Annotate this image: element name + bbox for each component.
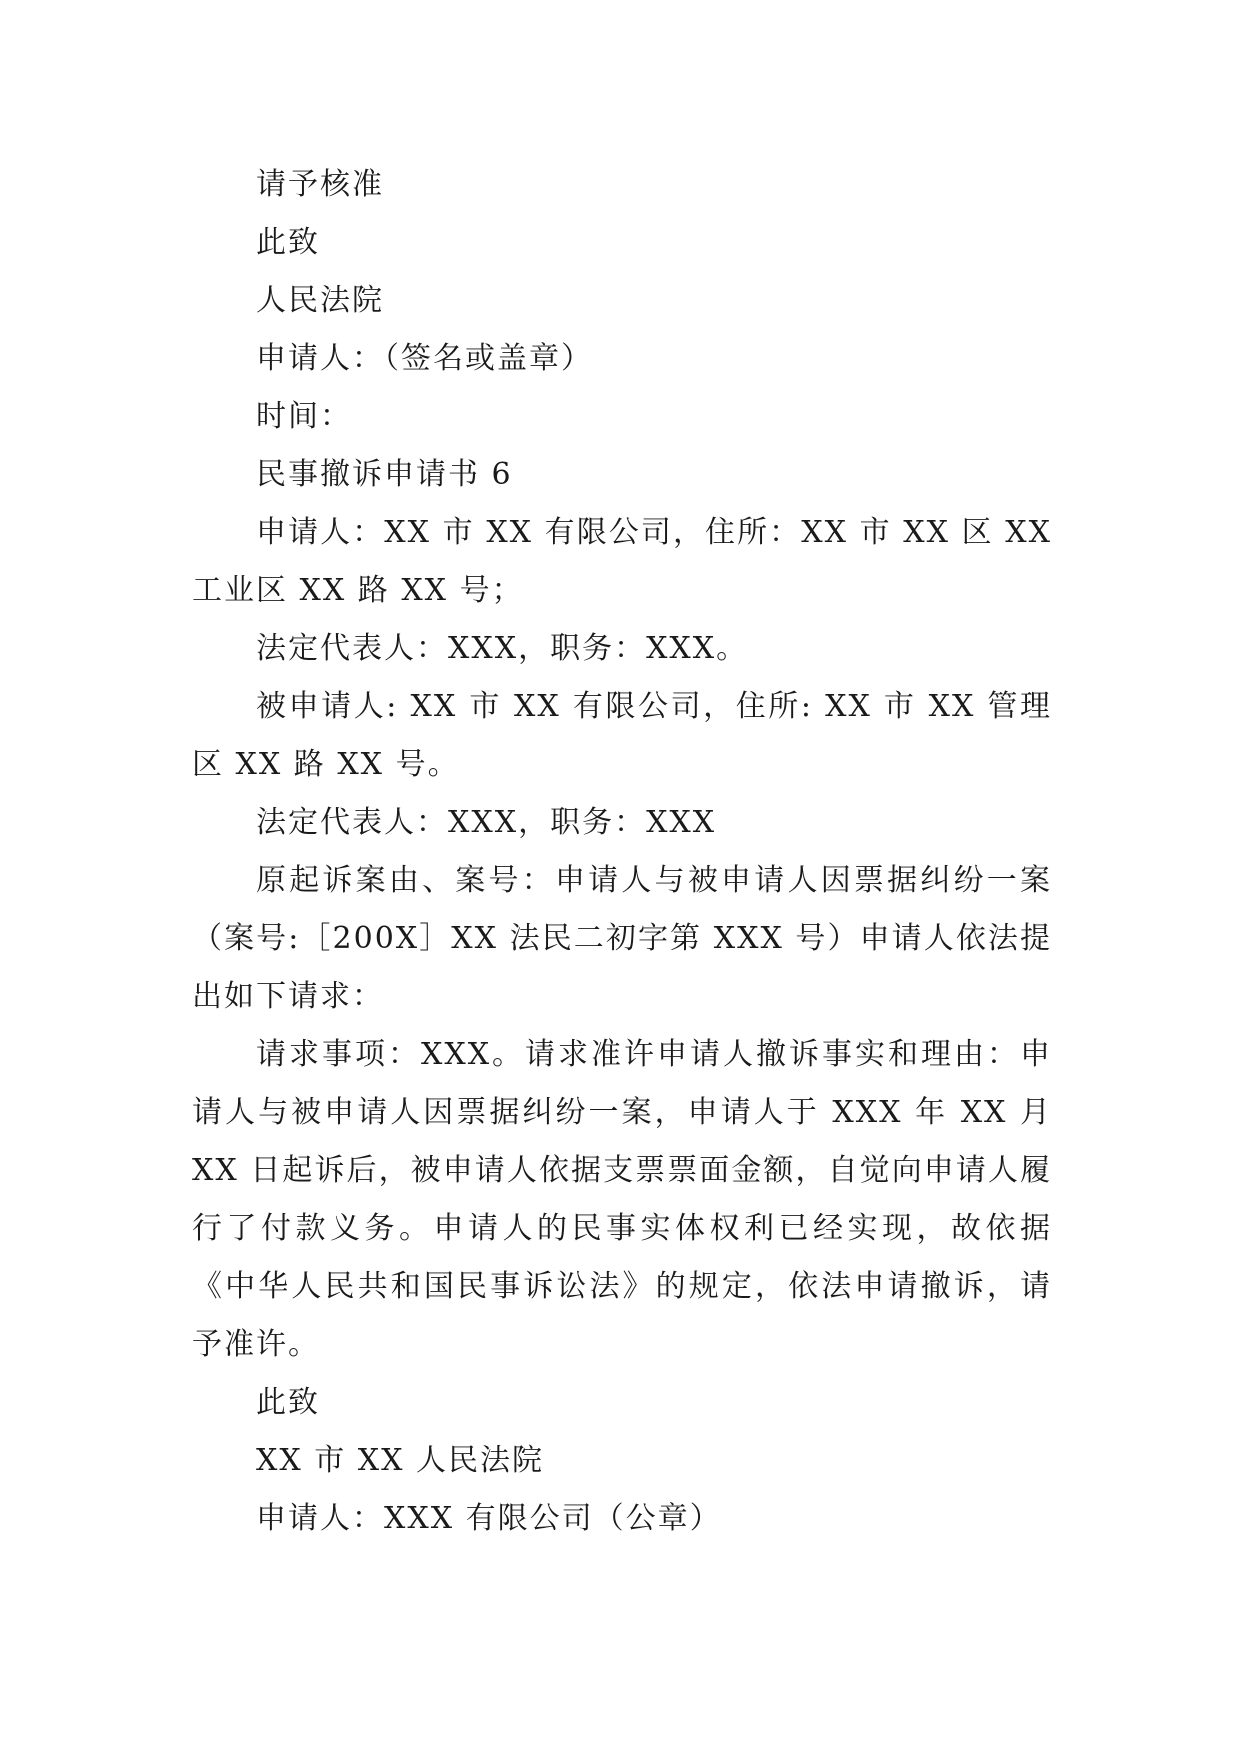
closing-request-line: 请予核准 [256, 167, 384, 202]
applicant-signature-line: 申请人：（签名或盖章） [256, 341, 593, 376]
respondent-representative-line: 法定代表人：XXX，职务：XXX [256, 805, 717, 840]
salutation-line: 此致 [256, 225, 320, 260]
applicant-representative-line: 法定代表人：XXX，职务：XXX。 [256, 631, 749, 666]
case-cause-paragraph: 原起诉案由、案号：申请人与被申请人因票据纠纷一案（案号:［200X］XX 法民二初字第 XXX 号）申请人依法提出如下请求： [192, 863, 1052, 1014]
document-title: 民事撤诉申请书 6 [256, 457, 513, 492]
applicant-paragraph: 申请人：XX 市 XX 有限公司，住所：XX 市 XX 区 XX 工业区 XX 路 XX 号； [192, 515, 1052, 608]
court-addressee-line: 人民法院 [256, 283, 384, 318]
request-paragraph: 请求事项：XXX。请求准许申请人撤诉事实和理由：申请人与被申请人因票据纠纷一案，申请人于 XXX 年 XX 月 XX 日起诉后，被申请人依据支票票面金额，自觉向申请人履行了付款义务。申请人的民事实体权利已经实现，故依据《中华人民共和国民事诉讼法》的规定，依法申请撤诉，请予准许。 [192, 1037, 1052, 1362]
date-line: 时间： [256, 399, 352, 434]
applicant-seal-line: 申请人：XXX 有限公司（公章） [256, 1501, 722, 1536]
document-body [192, 156, 1052, 1548]
salutation-line-2: 此致 [256, 1385, 320, 1420]
court-addressee-line-2: XX 市 XX 人民法院 [256, 1443, 545, 1478]
respondent-paragraph: 被申请人: XX 市 XX 有限公司，住所: XX 市 XX 管理区 XX 路 XX 号。 [192, 689, 1052, 782]
